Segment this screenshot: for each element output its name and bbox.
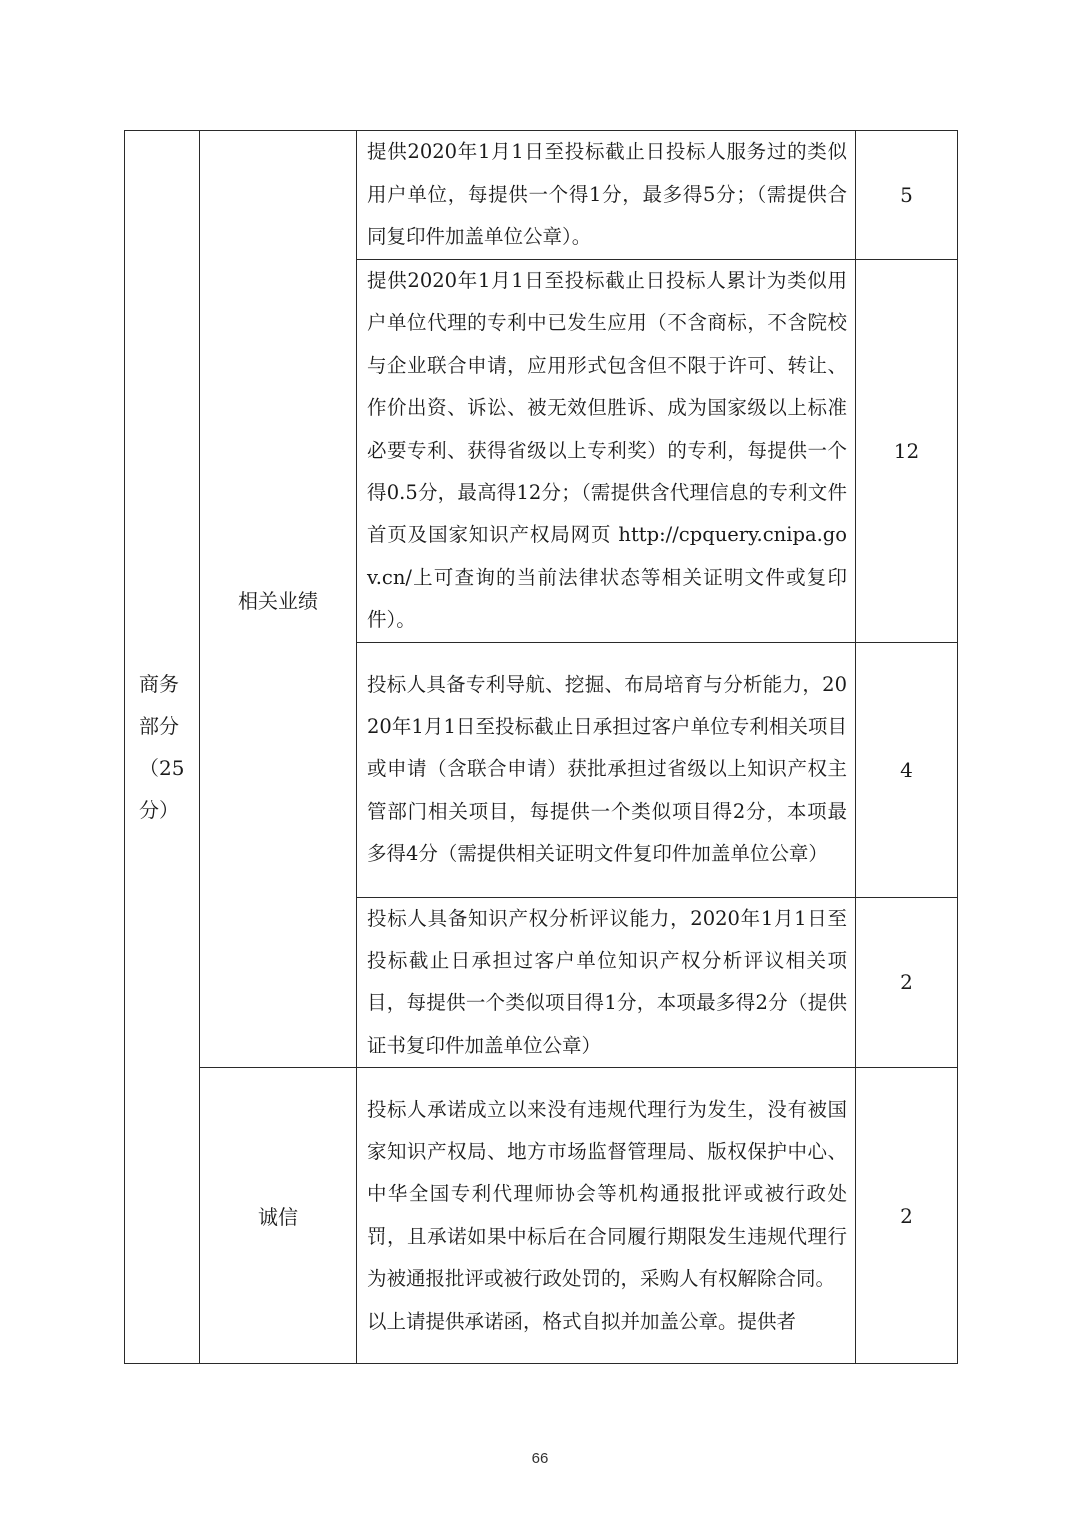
criterion-description — [357, 131, 856, 260]
criterion-text: 提供2020年1月1日至投标截止日投标人累计为类似用户单位代理的专利中已发生应用（不含商标，不含院校与企业联合申请，应用形式包含但不限于许可、转让、作价出资、诉讼、被无效但胜诉、成为国家级以上标准必要专利、获得省级以上专利奖）的专利，每提供一个得0.5分，最高得12分；（需提供含代理信息的专利文件首页及国家知识产权局网页 http://cpquery.cnipa.gov.cn/上可查询的当前法律状态等相关证明文件或复印件）。 — [367, 269, 847, 632]
criterion-text: 投标人具备知识产权分析评议能力，2020年1月1日至投标截止日承担过客户单位知识产权分析评议相关项目，每提供一个类似项目得1分，本项最多得2分（提供证书复印件加盖单位公章） — [367, 906, 847, 1057]
criterion-description — [357, 1068, 856, 1364]
score-value: 4 — [900, 757, 913, 782]
criterion-score — [856, 642, 958, 897]
criterion-text: 提供2020年1月1日至投标截止日投标人服务过的类似用户单位，每提供一个得1分，最多得5分；（需提供合同复印件加盖单位公章）。 — [367, 140, 847, 249]
table-row — [125, 131, 958, 260]
category-cell — [125, 131, 200, 1364]
criterion-score — [856, 131, 958, 260]
criterion-description — [357, 260, 856, 643]
score-value: 2 — [900, 1203, 913, 1228]
score-value: 2 — [900, 970, 913, 995]
page-number: 66 — [531, 1450, 549, 1467]
subcategory-label: 相关业绩 — [238, 588, 318, 613]
subcategory-label: 诚信 — [258, 1205, 298, 1230]
criterion-description — [357, 642, 856, 897]
subcategory-cell-integrity — [200, 1068, 357, 1364]
table-row — [125, 1068, 958, 1364]
criterion-score — [856, 260, 958, 643]
subcategory-cell-performance — [200, 131, 357, 1068]
score-value: 5 — [900, 183, 913, 207]
criterion-description — [357, 897, 856, 1068]
criterion-text: 投标人具备专利导航、挖掘、布局培育与分析能力，2020年1月1日至投标截止日承担过客户单位专利相关项目或申请（含联合申请）获批承担过省级以上知识产权主管部门相关项目，每提供一个类似项目得2分，本项最多得4分（需提供相关证明文件复印件加盖单位公章） — [367, 672, 847, 866]
scoring-table — [124, 130, 958, 1364]
criterion-score — [856, 1068, 958, 1364]
score-value: 12 — [893, 438, 920, 463]
category-label: 商务部分（25分） — [139, 672, 185, 823]
criterion-score — [856, 897, 958, 1068]
criterion-text: 投标人承诺成立以来没有违规代理行为发生，没有被国家知识产权局、地方市场监督管理局、版权保护中心、中华全国专利代理师协会等机构通报批评或被行政处罚，且承诺如果中标后在合同履行期限发生违规代理行为被通报批评或被行政处罚的，采购人有权解除合同。 以上请提供承诺函，格式自拟并加盖公章。提供者 — [367, 1097, 847, 1333]
